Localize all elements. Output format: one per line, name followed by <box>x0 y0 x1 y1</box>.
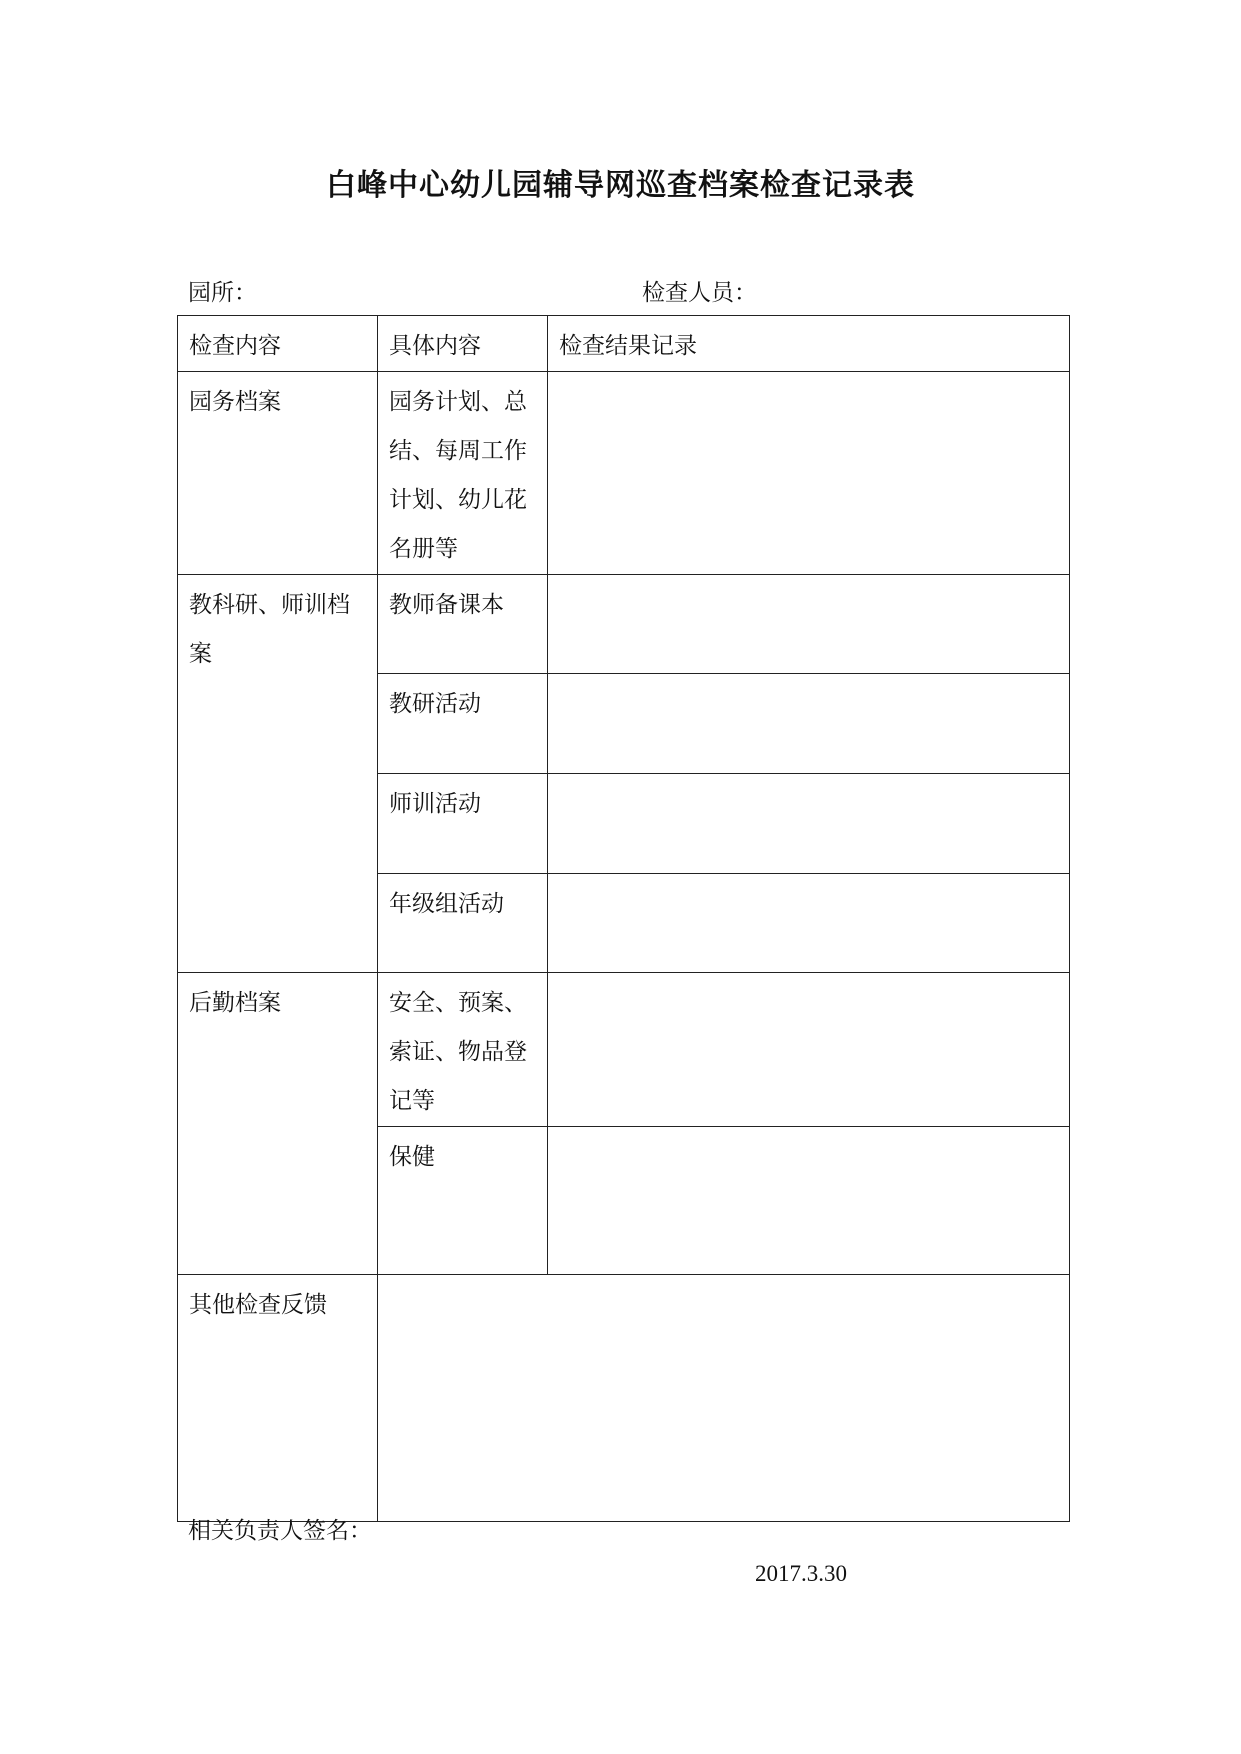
category-cell: 后勤档案 <box>178 973 378 1275</box>
header-category: 检查内容 <box>178 316 378 372</box>
document-date: 2017.3.30 <box>755 1561 847 1586</box>
inspection-record-table <box>177 315 1070 1522</box>
table-row <box>178 973 1070 1127</box>
result-field[interactable] <box>548 575 1070 674</box>
table-row <box>178 575 1070 674</box>
result-field[interactable] <box>548 874 1070 973</box>
category-cell: 教科研、师训档案 <box>178 575 378 973</box>
item-cell: 安全、预案、索证、物品登记等 <box>378 973 548 1127</box>
table-row <box>178 1275 1070 1522</box>
item-cell: 保健 <box>378 1127 548 1275</box>
result-field[interactable] <box>548 674 1070 774</box>
item-cell: 师训活动 <box>378 774 548 874</box>
category-cell: 园务档案 <box>178 372 378 575</box>
signature-label: 相关负责人签名： <box>188 1518 372 1544</box>
page-title: 白峰中心幼儿园辅导网巡查档案检查记录表 <box>326 168 915 203</box>
table-header-row <box>178 316 1070 372</box>
other-feedback-field[interactable] <box>378 1275 1070 1522</box>
table-row <box>178 372 1070 575</box>
other-feedback-label: 其他检查反馈 <box>178 1275 378 1522</box>
item-cell: 年级组活动 <box>378 874 548 973</box>
inspector-label: 检查人员： <box>642 280 757 306</box>
result-field[interactable] <box>548 973 1070 1127</box>
item-cell: 教师备课本 <box>378 575 548 674</box>
item-cell: 园务计划、总结、每周工作计划、幼儿花名册等 <box>378 372 548 575</box>
header-item: 具体内容 <box>378 316 548 372</box>
header-result: 检查结果记录 <box>548 316 1070 372</box>
result-field[interactable] <box>548 372 1070 575</box>
kindergarten-label: 园所： <box>188 280 257 306</box>
result-field[interactable] <box>548 774 1070 874</box>
result-field[interactable] <box>548 1127 1070 1275</box>
item-cell: 教研活动 <box>378 674 548 774</box>
